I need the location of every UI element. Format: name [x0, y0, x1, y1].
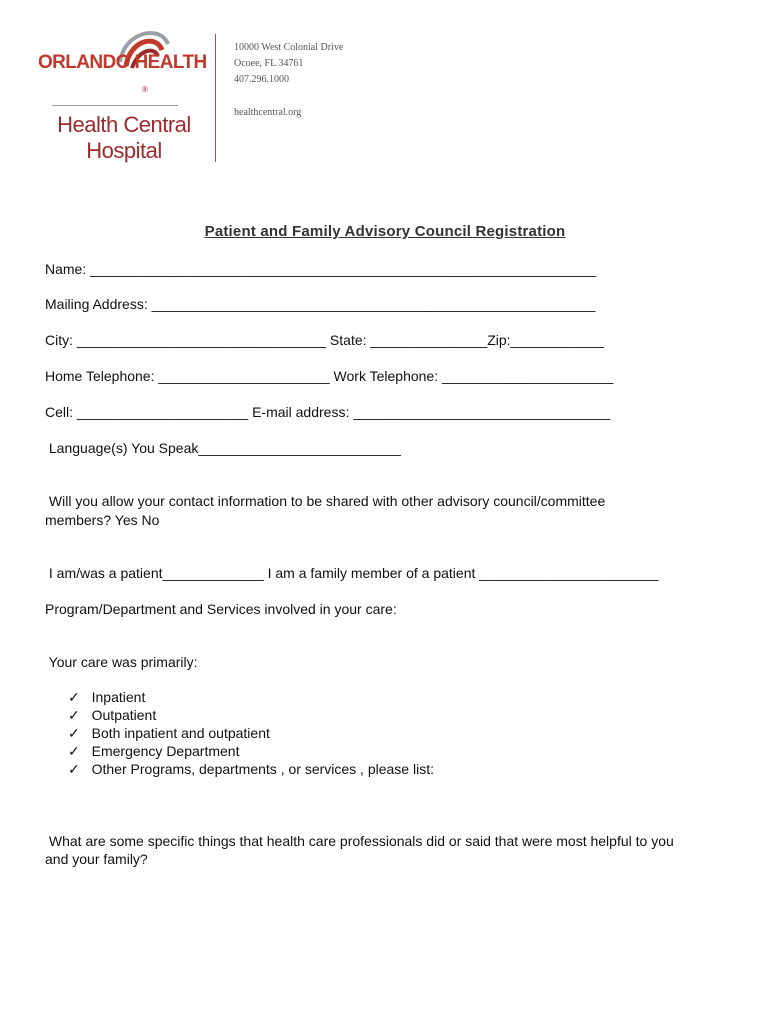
language-field[interactable]: Language(s) You Speak__________________________	[45, 440, 401, 456]
address-line-2: Ocoee, FL 34761	[234, 58, 304, 69]
checkmark-icon: ✓	[68, 707, 80, 723]
helpful-question-line1: What are some specific things that health care professionals did or said that were most helpful to you	[45, 833, 674, 849]
care-option-label: Emergency Department	[91, 743, 240, 759]
subbrand-line2: Hospital	[86, 138, 162, 163]
care-option-inpatient[interactable]	[68, 689, 145, 706]
care-option-emergency[interactable]	[68, 743, 239, 760]
care-option-label: Inpatient	[91, 689, 146, 705]
header-vertical-rule	[215, 34, 216, 162]
care-option-other[interactable]	[68, 761, 434, 778]
care-option-label: Other Programs, departments , or services , please list:	[91, 761, 434, 777]
checkmark-icon: ✓	[68, 689, 80, 705]
patient-relationship-fields[interactable]: I am/was a patient_____________ I am a family member of a patient _______________________	[45, 565, 659, 581]
telephone-fields[interactable]: Home Telephone: ______________________ Work Telephone: ______________________	[45, 368, 614, 384]
checkmark-icon: ✓	[68, 743, 80, 759]
logo-divider	[52, 105, 178, 106]
page-title: Patient and Family Advisory Council Registration	[204, 223, 566, 240]
website: healthcentral.org	[234, 107, 302, 118]
cell-email-fields[interactable]: Cell: ______________________ E-mail address: _________________________________	[45, 404, 611, 420]
city-state-zip-fields[interactable]: City: ________________________________ State: _______________Zip:____________	[45, 332, 604, 348]
share-question-line1: Will you allow your contact information to be shared with other advisory council/committee	[45, 493, 606, 509]
care-primarily-label: Your care was primarily:	[45, 654, 198, 670]
share-question-line2[interactable]: members? Yes No	[45, 512, 160, 528]
mailing-address-field[interactable]: Mailing Address: _________________________________________________________	[45, 296, 596, 312]
subbrand-line1: Health Central	[57, 112, 191, 137]
phone-number: 407.296.1000	[234, 74, 289, 85]
name-field[interactable]: Name: _________________________________________________________________	[45, 261, 597, 277]
helpful-question-line2: and your family?	[45, 851, 148, 867]
care-option-outpatient[interactable]	[68, 707, 156, 724]
checkmark-icon: ✓	[68, 725, 80, 741]
program-department-label: Program/Department and Services involved in your care:	[45, 601, 397, 617]
care-option-label: Outpatient	[91, 707, 157, 723]
address-line-1: 10000 West Colonial Drive	[234, 42, 344, 53]
care-option-both[interactable]	[68, 725, 270, 742]
care-option-label: Both inpatient and outpatient	[91, 725, 270, 741]
hospital-logo	[32, 22, 207, 172]
checkmark-icon: ✓	[68, 761, 80, 777]
registered-mark: ®	[142, 85, 148, 94]
brand-name: ORLANDO HEALTH	[38, 52, 207, 73]
